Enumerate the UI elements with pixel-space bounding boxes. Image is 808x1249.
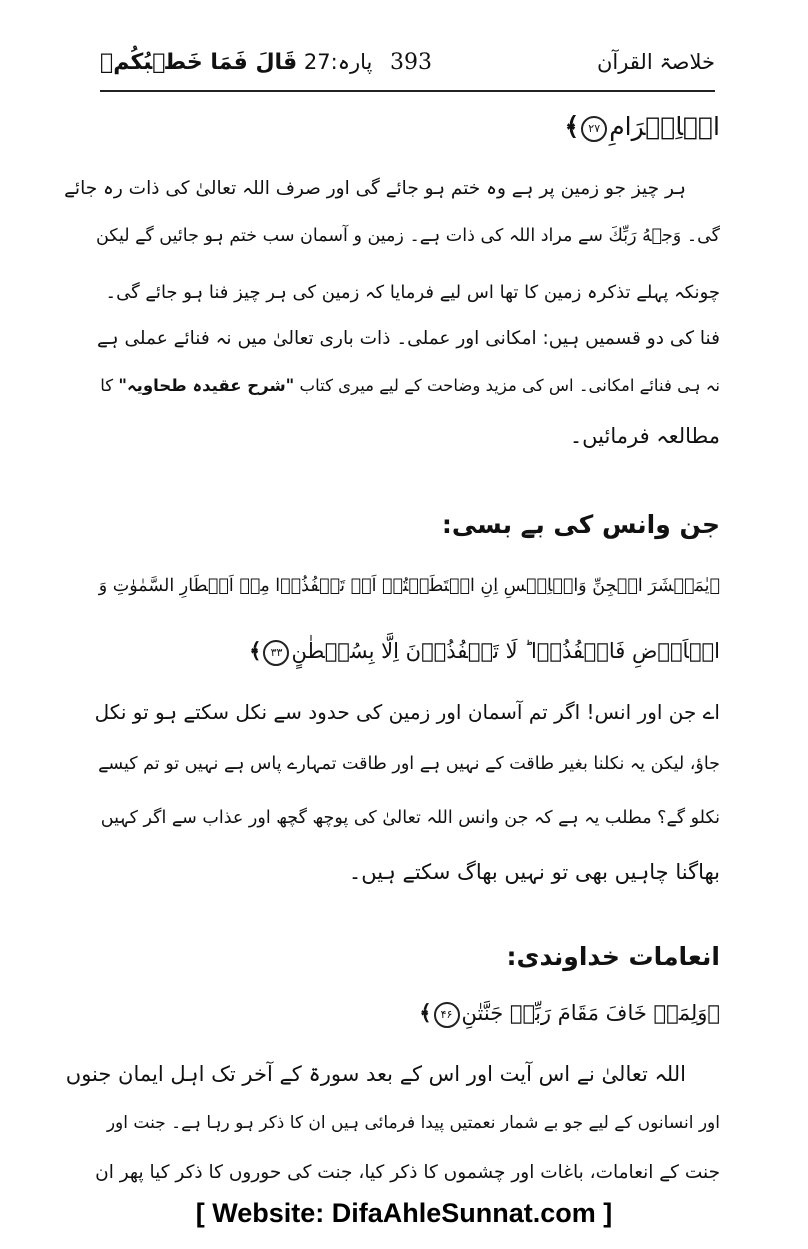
- close-bracket: ﴾: [564, 112, 580, 141]
- heading-inamat: انعامات خداوندی:: [506, 942, 720, 971]
- verse-line: ﴿يٰمَعۡشَرَ الۡجِنِّ وَالۡاِنۡسِ اِنِ اسۡتَطَعۡتُمۡ اَنۡ تَنۡفُذُوۡا مِنۡ اَقۡطَارِ السَّمٰوٰتِ وَ: [98, 576, 720, 596]
- paragraph-inamat: [65, 1062, 720, 1202]
- book-reference: "شرح عقیدہ طحاویہ": [118, 376, 295, 395]
- para-label: پارہ:27: [303, 50, 373, 74]
- paragraph-fana: [64, 178, 720, 498]
- text-line: نہ ہی فنائے امکانی۔ اس کی مزید وضاحت کے لیے میری کتاب: [299, 376, 720, 395]
- verse-block: [95, 1000, 720, 1040]
- verse-end-text: الۡاِكۡرَامِ: [609, 112, 720, 141]
- text-line: اے جن اور انس! اگر تم آسمان اور زمین کی حدود سے نکل سکتے ہو تو نکل: [94, 700, 720, 724]
- text-line: ہر چیز جو زمین پر ہے وہ ختم ہو جائے گی اور صرف اللہ تعالیٰ کی ذات رہ جائے: [64, 178, 686, 199]
- verse-line: ﴿وَلِمَنۡ خَافَ مَقَامَ رَبِّهٖ جَنَّتٰنِ: [461, 1001, 720, 1025]
- text-line: نکلو گے؟ مطلب یہ ہے کہ جن وانس اللہ تعالیٰ کی پوچھ گچھ اور عذاب سے اگر کہیں: [100, 808, 720, 828]
- ayah-number-marker: ۲۷: [581, 116, 607, 142]
- section-heading-block: [95, 510, 720, 550]
- book-title: خلاصۃ القرآن: [596, 50, 715, 74]
- ayah-number-marker: ۳۳: [263, 640, 289, 666]
- text-line: اور انسانوں کے لیے جو بے شمار نعمتیں پیدا فرمائی ہیں ان کا ذکر ہو رہا ہے۔ جنت اور: [106, 1113, 720, 1133]
- heading-jinn-ins: جن وانس کی بے بسی:: [441, 510, 720, 539]
- header-divider: [100, 90, 715, 92]
- book-reference-suffix: کا: [100, 376, 114, 395]
- close-bracket: ﴾: [249, 638, 262, 663]
- close-bracket: ﴾: [419, 1000, 432, 1025]
- ayah-number-marker: ۴۶: [434, 1002, 460, 1028]
- section-heading-block: [95, 942, 720, 982]
- text-line: مطالعہ فرمائیں۔: [569, 424, 720, 448]
- text-line-with-book: [100, 376, 720, 395]
- text-line: جاؤ، لیکن یہ نکلنا بغیر طاقت کے نہیں ہے اور طاقت تمہارے پاس ہے نہیں تو تم کیسے: [98, 754, 720, 774]
- verse-line-end: [249, 638, 720, 666]
- para-info: [100, 50, 372, 75]
- para-name: قَالَ فَمَا خَطۡبُكُمۡ: [100, 50, 298, 75]
- verse-line: الۡاَرۡضِ فَانۡفُذُوۡا ؕ لَا تَنۡفُذُوۡنَ اِلَّا بِسُلۡطٰنٍ: [291, 639, 720, 663]
- paragraph-jinn-ins: [95, 700, 720, 900]
- verse-ending: [95, 112, 720, 152]
- text-line: چونکہ پہلے تذکرہ زمین کا تھا اس لیے فرمایا کہ زمین کی ہر چیز فنا ہو جائے گی۔: [105, 282, 720, 303]
- text-line: گی۔ وَجۡهُ رَبِّكَ سے مراد اللہ کی ذات ہے۔ زمین و آسمان سب ختم ہو جائیں گے لیکن: [95, 226, 720, 246]
- verse-line-end: [419, 1000, 720, 1028]
- page-header: [100, 46, 715, 86]
- verse-block: [95, 576, 720, 696]
- text-line: اللہ تعالیٰ نے اس آیت اور اس کے بعد سورۃ کے آخر تک اہل ایمان جنوں: [65, 1062, 686, 1086]
- website-footer: [ Website: DifaAhleSunnat.com ]: [195, 1198, 613, 1228]
- text-line: بھاگنا چاہیں بھی تو نہیں بھاگ سکتے ہیں۔: [348, 860, 720, 884]
- text-line: جنت کے انعامات، باغات اور چشموں کا ذکر کیا، جنت کی حوروں کا ذکر کیا پھر ان: [95, 1162, 720, 1183]
- text-line: فنا کی دو قسمیں ہیں: امکانی اور عملی۔ ذات باری تعالیٰ میں نہ فنائے عملی ہے: [96, 328, 720, 349]
- page-number: 393: [390, 50, 432, 75]
